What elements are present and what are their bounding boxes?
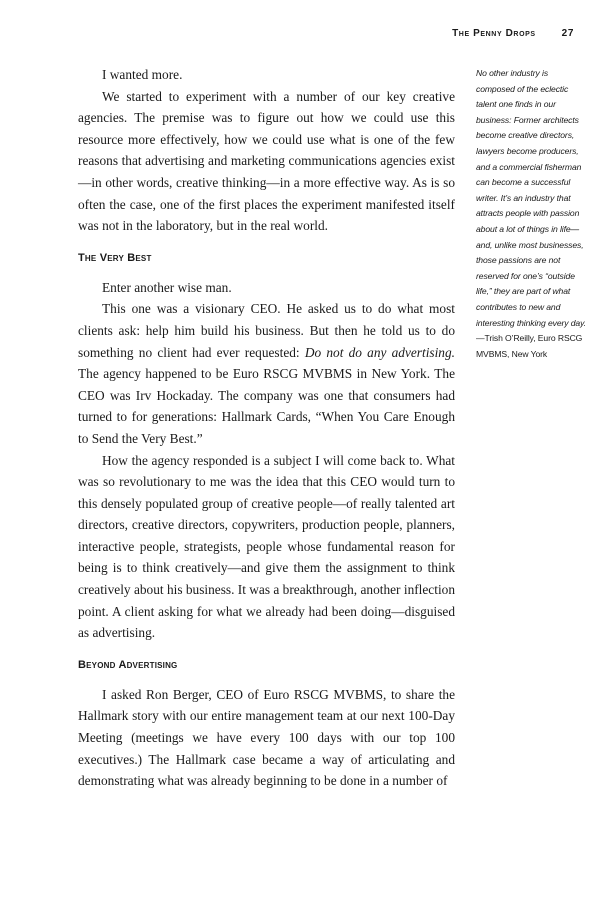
main-text-column [78,64,455,792]
page-number: 27 [561,28,574,39]
sidebar-pull-quote [476,66,586,362]
paragraph: Enter another wise man. [102,279,232,295]
section-heading: The Very Best [78,251,152,264]
paragraph: I asked Ron Berger, CEO of Euro RSCG MVBMS, to share the Hallmark story with our entire management team at our next 100-Day Meeting (meetings we have every 100 days with our top 100 executives.) The Hallmark case became a way of articulating and demonstrating what was already beginning to be done in a number of [78,686,455,789]
sidebar-attribution: —Trish O’Reilly, Euro RSCG MVBMS, New York [476,333,583,359]
running-title: The Penny Drops [452,28,536,39]
paragraph: We started to experiment with a number of our key creative agencies. The premise was to figure out how we could use this resource more effectively, how we could use what is one of the few reasons that advertising and marketing communications agencies exist—in other words, creative thinking—in a more effective way. As is so often the case, one of the first places the experiment manifested itself was not in the laboratory, but in the real world. [78,88,455,234]
sidebar-quote: No other industry is composed of the eclectic talent one finds in our business: Former architects become creative directors, lawyers become producers, and a commercial fisherman can become a successful writer. It’s an industry that attracts people with passion about a lot of things in life—and, unlike most businesses, those passions are not reserved for one’s “outside life,” they are part of what contributes to new and interesting thinking every day. [476,68,586,328]
section-heading: Beyond Advertising [78,658,178,671]
paragraph-text: This one was a visionary CEO. He asked us to do what most clients ask: help him build his business. But then he told us to do something no client had ever requested: [78,301,455,360]
paragraph: How the agency responded is a subject I will come back to. What was so revolutionary to me was the idea that this CEO would turn to this densely populated group of creative people—of really talented art directors, creative directors, copywriters, production people, planners, interactive people, strategists, people whose fundamental reason for being is to think creatively—and give them the assignment to think creatively about his business. It was a breakthrough, another inflection point. A client asking for what we already had been doing—disguised as advertising. [78,452,455,641]
running-head [0,28,574,39]
paragraph [78,298,455,449]
italic-quote: Do not do any advertising. [304,344,455,360]
paragraph-text: The agency happened to be Euro RSCG MVBMS in New York. The CEO was Irv Hockaday. The company was one that consumers had turned to for generations: Hallmark Cards, “When You Care Enough to Send the Very Best.” [78,366,455,446]
paragraph: I wanted more. [102,67,183,82]
